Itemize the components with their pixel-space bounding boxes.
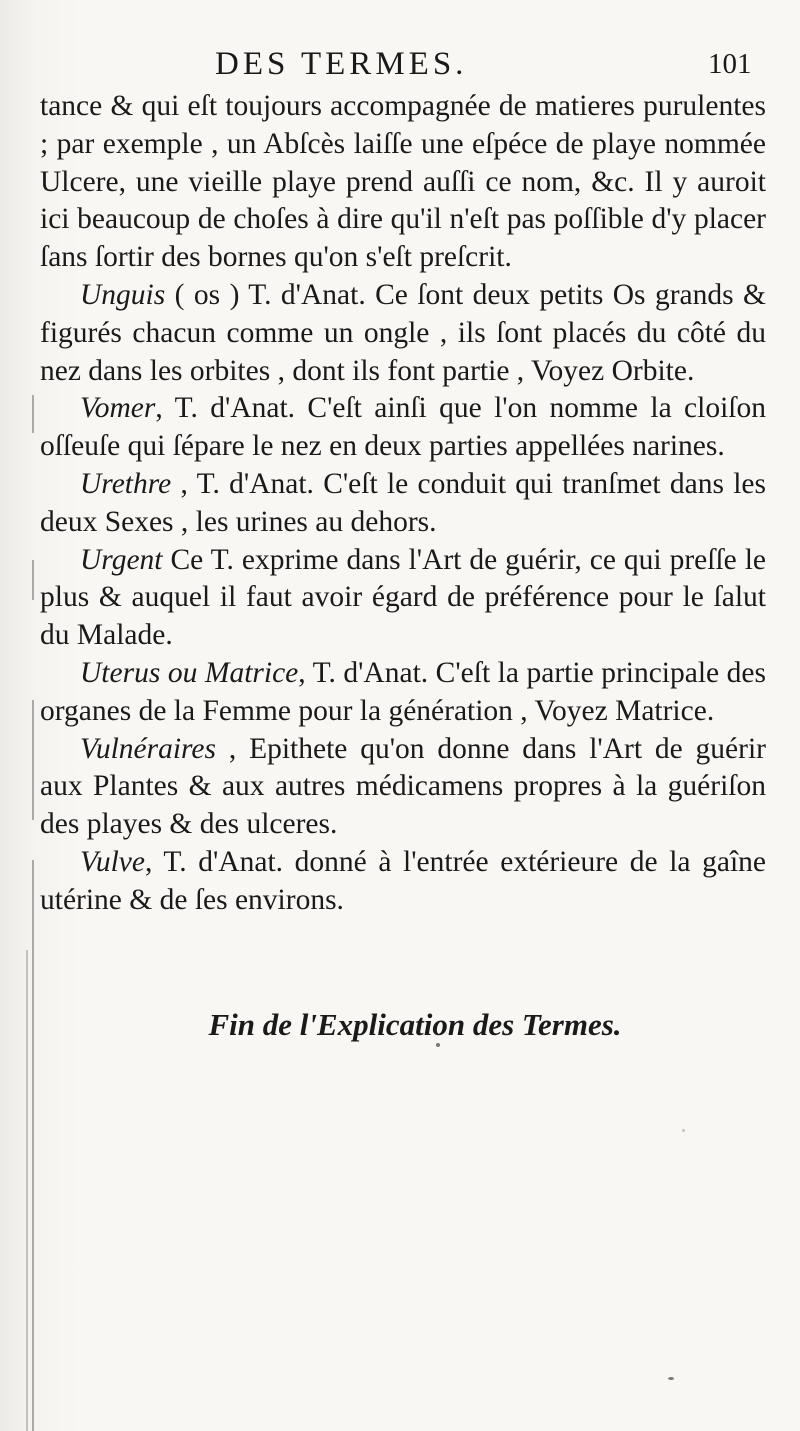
entry-term: Vulnéraires xyxy=(80,732,217,765)
paper-speck xyxy=(668,1377,674,1380)
glossary-entry-vomer xyxy=(40,390,766,466)
entry-definition: , T. d'Anat. C'eſt le conduit qui tranſmet dans les deux Sexes , les urines au dehors. xyxy=(40,467,766,538)
margin-shadow xyxy=(32,860,34,1431)
paper-speck xyxy=(436,1043,440,1047)
margin-shadow xyxy=(32,395,34,433)
glossary-entry-urgent xyxy=(40,542,766,655)
glossary-entry-vulneraires xyxy=(40,731,766,844)
paper-speck xyxy=(682,1129,685,1132)
entry-term: Urgent xyxy=(80,543,163,576)
glossary-entry-urethre xyxy=(40,466,766,542)
entry-definition: , Epithete qu'on donne dans l'Art de guérir aux Plantes & aux autres médicamens propres à la guériſon des playes & des ulceres. xyxy=(40,732,766,841)
page-number: 101 xyxy=(708,48,752,80)
entry-term: Unguis xyxy=(80,278,166,311)
entry-term: Vulve xyxy=(80,845,145,878)
entry-definition: ( os ) T. d'Anat. Ce ſont deux petits Os grands & figurés chacun comme un ongle , ils ſont placés du côté du nez dans les orbites , dont ils font partie , Voyez Orbite. xyxy=(40,278,766,387)
page-header xyxy=(0,42,800,86)
entry-term: Urethre xyxy=(80,467,172,500)
entry-term: Vomer xyxy=(80,392,156,425)
colophon: Fin de l'Explication des Termes. xyxy=(208,1007,622,1042)
running-title: DES TERMES. xyxy=(215,46,468,82)
glossary-entry-unguis xyxy=(40,277,766,390)
margin-shadow xyxy=(26,950,28,1431)
entry-definition: , T. d'Anat. C'eſt la partie principale des organes de la Femme pour la génération , Voyez Matrice. xyxy=(40,656,766,727)
continuation-paragraph: tance & qui eſt toujours accompagnée de matieres purulentes ; par exemple , un Abſcès laiſſe une eſpéce de playe nommée Ulcere, une vieille playe prend auſſi ce nom, &c. Il y auroit ici beaucoup de choſes à dire qu'il n'eſt pas poſſible d'y placer ſans ſortir des bornes qu'on s'eſt preſcrit. xyxy=(40,90,766,274)
glossary-entry-uterus xyxy=(40,655,766,731)
entry-definition: , T. d'Anat. C'eſt ainſi que l'on nomme la cloiſon oſſeuſe qui ſépare le nez en deux parties appellées narines. xyxy=(40,392,766,463)
entry-definition: , T. d'Anat. donné à l'entrée extérieure de la gaîne utérine & de ſes environs. xyxy=(40,845,766,916)
margin-shadow xyxy=(32,700,34,820)
glossary-entry-vulve xyxy=(40,844,766,920)
entry-definition: Ce T. exprime dans l'Art de guérir, ce qui preſſe le plus & auquel il faut avoir égard de préférence pour le ſalut du Malade. xyxy=(40,543,766,652)
entry-term: Uterus ou Matrice xyxy=(80,656,299,689)
glossary-body xyxy=(40,88,766,920)
margin-shadow xyxy=(32,560,34,600)
